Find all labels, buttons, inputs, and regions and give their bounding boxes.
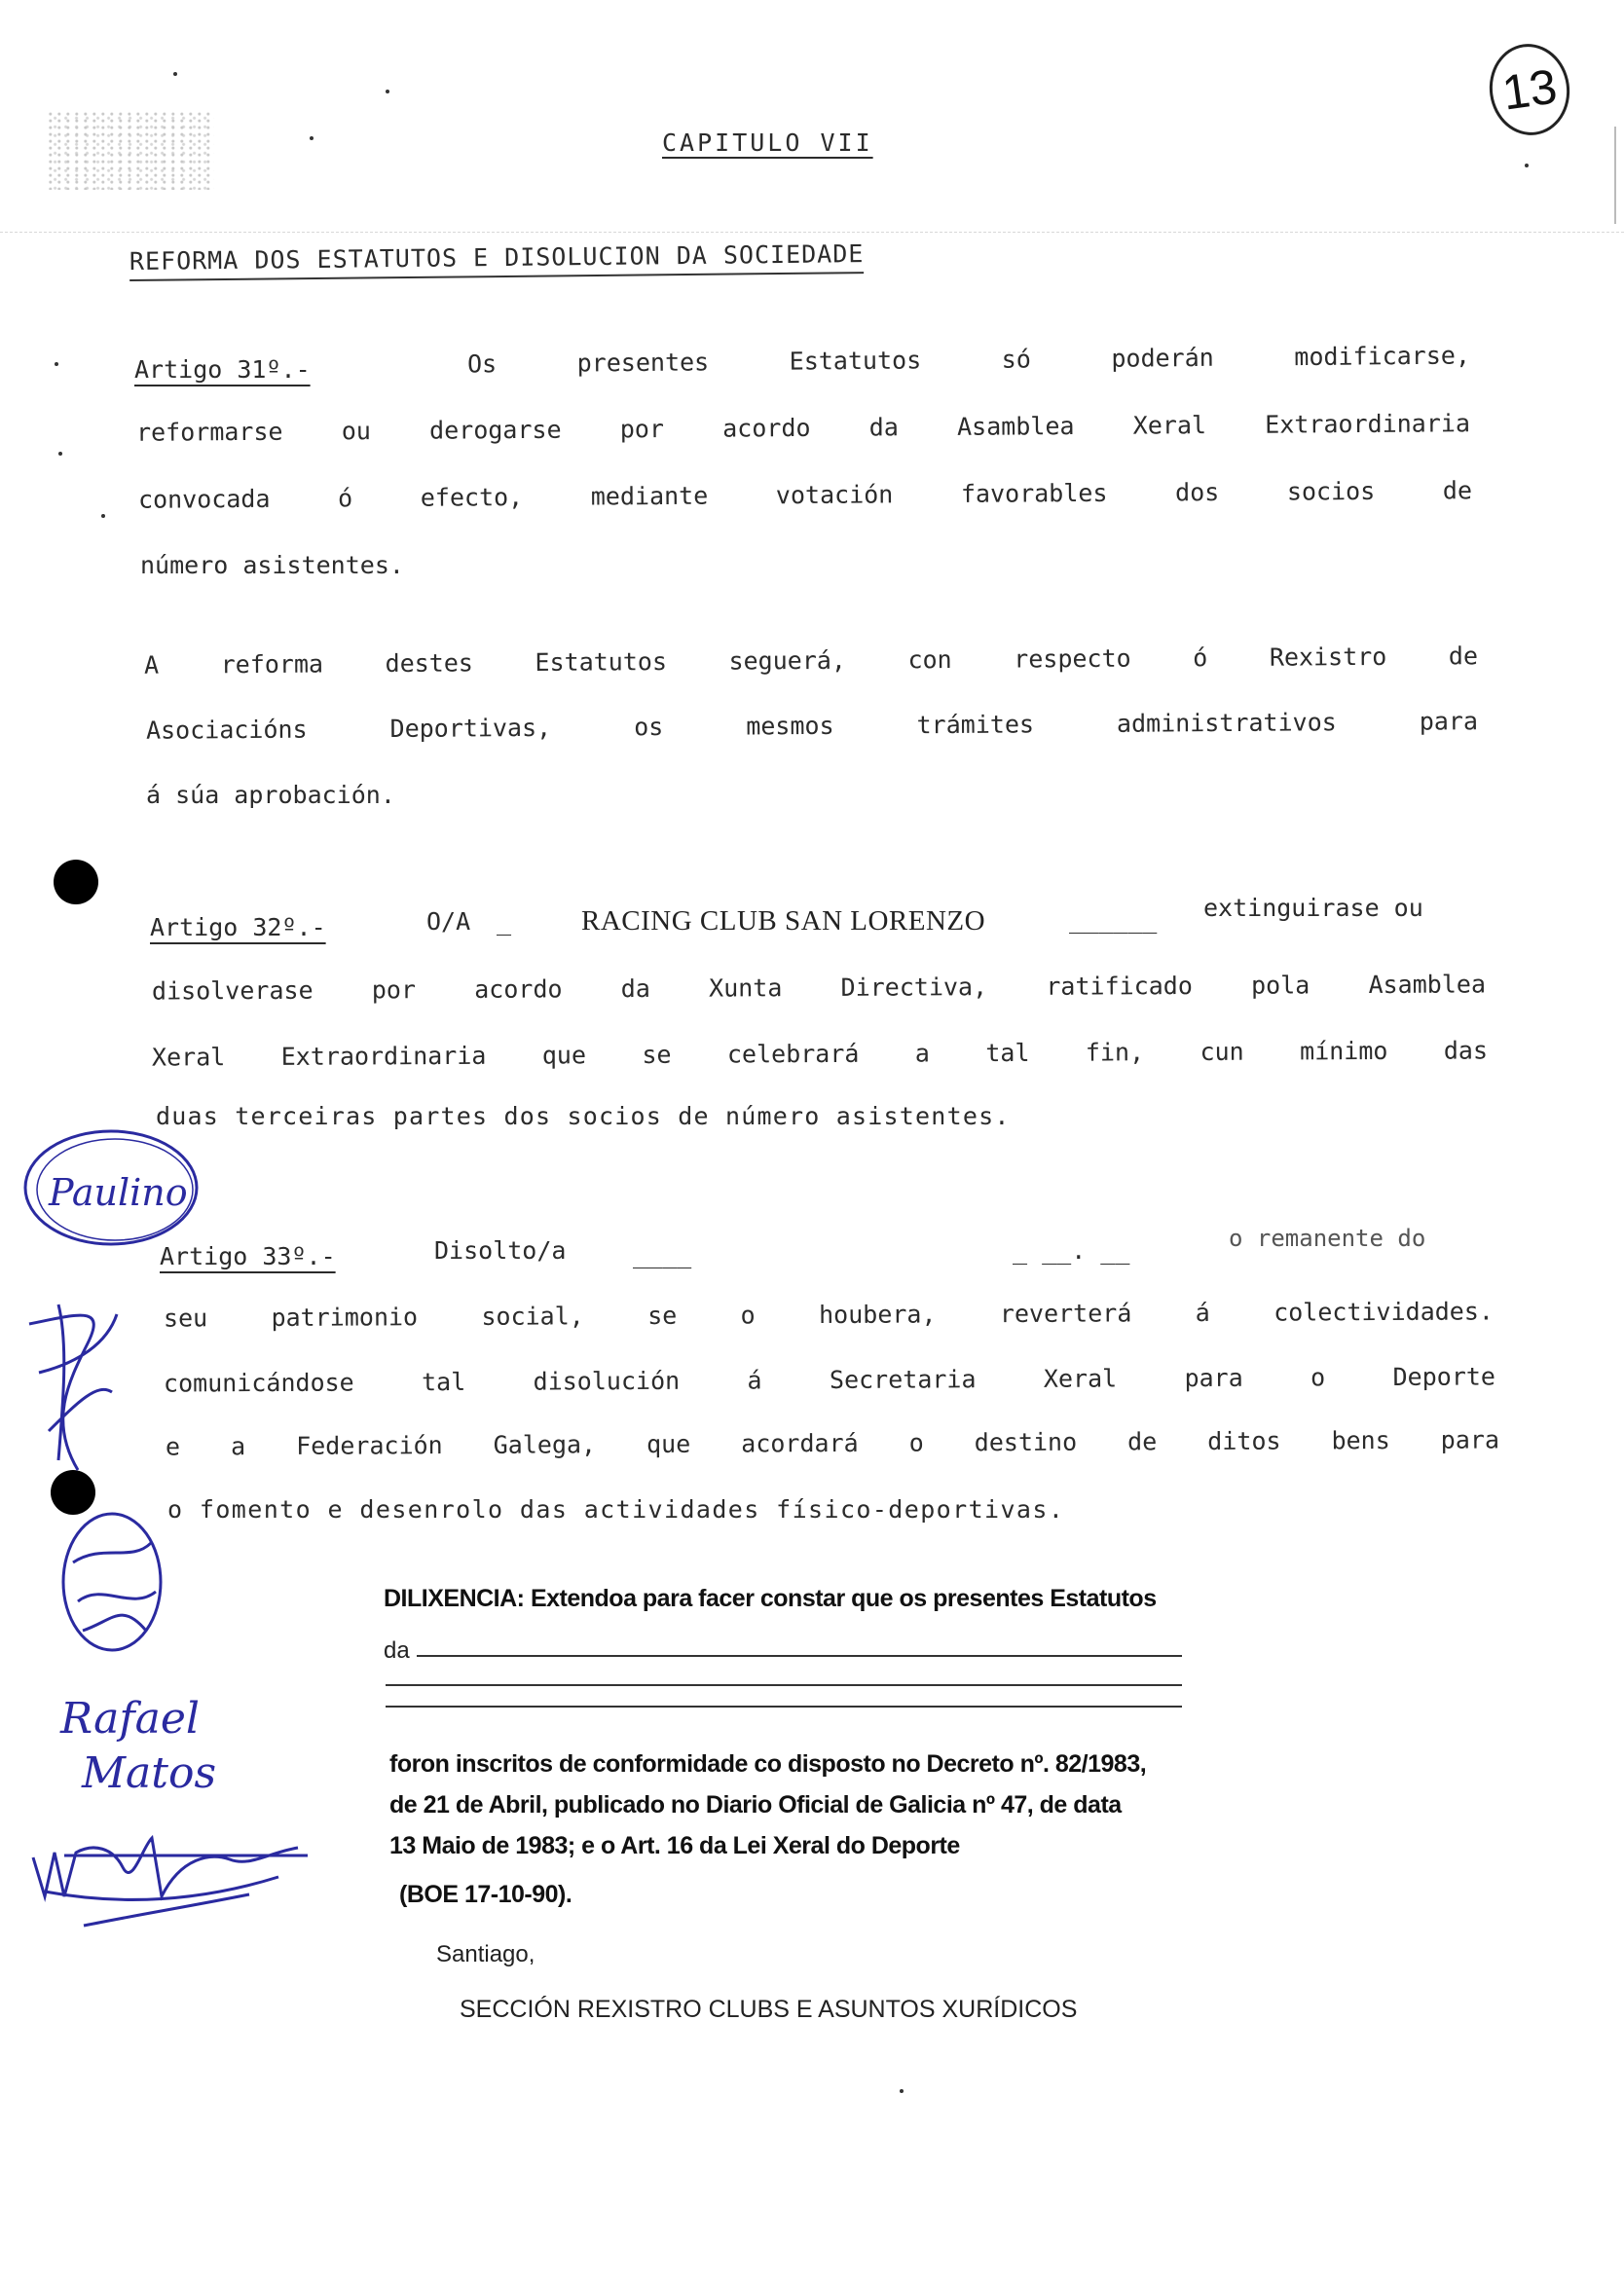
word: Rexistro	[1269, 642, 1387, 672]
scan-speck	[1525, 164, 1529, 167]
word: mínimo	[1300, 1036, 1388, 1066]
word: cun	[1200, 1037, 1244, 1066]
word: favorables	[960, 478, 1108, 508]
scan-speck	[55, 362, 58, 366]
article-32-line-2	[152, 970, 1486, 1005]
word: administrativos	[1116, 708, 1337, 738]
article-33-line-1-tail: o remanente do	[1229, 1225, 1426, 1252]
word: o	[740, 1301, 756, 1330]
section-title: REFORMA DOS ESTATUTOS E DISOLUCION DA SOCIEDADE	[129, 239, 865, 281]
word: con	[907, 644, 952, 675]
stamp-body-3: 13 Maio de 1983; e o Art. 16 da Lei Xeral do Deporte	[389, 1832, 960, 1859]
word: pola	[1251, 971, 1310, 1000]
word: patrimonio	[271, 1303, 419, 1332]
word: que	[541, 1041, 587, 1070]
word: para	[1440, 1425, 1500, 1454]
article-32-line-4: duas terceiras partes dos socios de número asistentes.	[156, 1102, 1011, 1130]
fill-blank: ______	[1069, 905, 1158, 934]
article-31-label: Artigo 31º.-	[134, 355, 311, 384]
word: os	[634, 713, 664, 742]
word: derogarse	[429, 415, 562, 445]
stamp-body-4: (BOE 17-10-90).	[399, 1881, 572, 1908]
signature-seal-2	[54, 1504, 170, 1670]
article-31-line-1	[467, 342, 1470, 379]
article-32-line-1-tail: extinguirase ou	[1203, 894, 1423, 922]
word: tal	[421, 1367, 466, 1397]
word: bens	[1331, 1426, 1390, 1455]
article-31-line-2	[136, 409, 1470, 447]
scan-speck	[900, 2089, 904, 2093]
scan-speck	[386, 90, 389, 93]
punch-hole	[54, 860, 98, 904]
word: se	[642, 1040, 672, 1069]
word: ó	[338, 484, 353, 513]
word: á	[747, 1366, 762, 1395]
word: que	[646, 1429, 691, 1458]
scan-edge-mark	[1614, 127, 1616, 224]
word: Deporte	[1392, 1362, 1496, 1391]
stamp-line-1: DILIXENCIA: Extendoa para facer constar que os presentes Estatutos	[384, 1585, 1157, 1612]
word: votación	[775, 480, 894, 510]
word: presentes	[576, 348, 710, 378]
word: convocada	[137, 484, 271, 514]
word: seu	[163, 1304, 208, 1333]
word: o	[908, 1428, 924, 1457]
word: das	[1443, 1036, 1489, 1065]
word: Xeral	[1043, 1364, 1118, 1393]
word: Asociacións	[145, 715, 308, 745]
word: Estatutos	[789, 346, 922, 376]
word: á	[1195, 1298, 1210, 1328]
article-32-line-3	[152, 1036, 1488, 1071]
club-name: RACING CLUB SAN LORENZO	[581, 905, 986, 937]
word: reformarse	[135, 417, 283, 447]
word: de	[1448, 642, 1479, 671]
word: Extraordinaria	[1265, 409, 1471, 439]
article-31-p2-line-2	[146, 707, 1478, 745]
word: Xeral	[151, 1043, 226, 1072]
word: respecto	[1014, 643, 1131, 674]
word: por	[371, 975, 417, 1005]
word: acordo	[474, 974, 563, 1004]
stamp-body-1: foron inscritos de conformidade co disposto no Decreto nº. 82/1983,	[389, 1750, 1147, 1778]
stamp-blank-line	[386, 1684, 1182, 1686]
word: disolución	[533, 1366, 681, 1396]
word: ratificado	[1046, 971, 1193, 1001]
page-number-circled: 13	[1484, 39, 1575, 140]
signature-2	[19, 1285, 136, 1480]
scan-fold-line	[0, 232, 1624, 233]
word: Extraordinaria	[280, 1041, 487, 1071]
stamp-office: SECCIÓN REXISTRO CLUBS E ASUNTOS XURÍDICOS	[460, 1996, 1078, 2023]
svg-text:Rafael: Rafael	[60, 1694, 200, 1744]
word: reverterá	[999, 1299, 1132, 1329]
word: destino	[974, 1427, 1078, 1457]
word: da	[620, 974, 650, 1004]
stamp-body-2: de 21 de Abril, publicado no Diario Oficial de Galicia nº 47, de data	[389, 1791, 1122, 1819]
word: A	[143, 650, 160, 680]
word: o	[1310, 1363, 1326, 1392]
word: Federación	[296, 1431, 443, 1460]
word: houbera,	[819, 1300, 937, 1330]
word: disolverase	[151, 975, 314, 1006]
word: Directiva,	[840, 973, 988, 1002]
fill-blank: _	[497, 907, 512, 936]
scan-speck	[101, 514, 105, 518]
scan-speck	[173, 72, 177, 76]
word: trámites	[916, 710, 1035, 740]
word: Deportivas,	[389, 713, 552, 744]
word: de	[1127, 1427, 1158, 1456]
article-31-line-4: número asistentes.	[140, 551, 404, 579]
article-33-line-4	[166, 1425, 1499, 1460]
word: Xeral	[1132, 411, 1207, 440]
word: Asamblea	[1368, 970, 1487, 1000]
word: Galega,	[493, 1430, 597, 1459]
word: celebrará	[726, 1039, 860, 1069]
word: de	[1442, 476, 1473, 505]
article-31-line-3	[138, 476, 1472, 514]
word: ou	[341, 417, 371, 446]
fill-blank: ____	[633, 1240, 692, 1268]
word: socios	[1286, 476, 1376, 506]
article-33-line-5: o fomento e desenrolo das actividades físico-deportivas.	[167, 1495, 1065, 1524]
stamp-da: da	[384, 1637, 410, 1664]
word: ditos	[1207, 1426, 1281, 1455]
word: mediante	[590, 481, 709, 511]
word: Asamblea	[956, 412, 1075, 441]
word: modificarse,	[1294, 341, 1471, 372]
word: se	[647, 1301, 678, 1330]
article-33-line-1-start: Disolto/a	[434, 1236, 567, 1265]
scan-speck	[58, 452, 62, 456]
signature-5	[25, 1799, 317, 1935]
word: tal	[985, 1038, 1030, 1068]
word: destes	[385, 648, 474, 679]
word: por	[619, 414, 665, 444]
word: Xunta	[709, 974, 783, 1003]
word: acordo	[722, 413, 811, 443]
article-33-label: Artigo 33º.-	[160, 1242, 336, 1270]
article-31-p2-line-3: á súa aprobación.	[146, 781, 395, 809]
word: ó	[1193, 643, 1208, 673]
article-33-line-3	[164, 1362, 1495, 1397]
article-31-p2-line-1	[144, 642, 1478, 680]
svg-text:Matos: Matos	[82, 1748, 217, 1798]
stamp-blank-line	[417, 1655, 1182, 1657]
word: social,	[481, 1302, 584, 1331]
svg-text:Paulino: Paulino	[49, 1171, 188, 1214]
word: fin,	[1085, 1038, 1145, 1067]
word: Estatutos	[535, 647, 668, 677]
signature-1	[21, 1120, 206, 1256]
scan-speck	[310, 136, 314, 140]
chapter-heading: CAPITULO VII	[662, 129, 873, 157]
word: mesmos	[746, 711, 834, 741]
word: Os	[466, 349, 498, 379]
word: a	[231, 1432, 246, 1461]
word: comunicándose	[163, 1368, 354, 1398]
stamp-city: Santiago,	[436, 1941, 535, 1967]
scan-noise	[49, 112, 214, 190]
word: da	[868, 413, 899, 442]
word: Secretaria	[829, 1365, 977, 1394]
word: a	[914, 1039, 930, 1068]
fill-blank: _ __. __	[1013, 1236, 1130, 1265]
word: para	[1419, 707, 1479, 736]
word: só	[1001, 345, 1031, 374]
word: e	[165, 1432, 181, 1461]
word: reforma	[220, 649, 324, 680]
word: para	[1184, 1363, 1243, 1393]
word: poderán	[1111, 343, 1214, 373]
word: dos	[1174, 478, 1220, 507]
word: efecto,	[420, 483, 524, 512]
article-33-line-2	[164, 1297, 1494, 1332]
article-32-label: Artigo 32º.-	[150, 913, 326, 941]
word: colectividades.	[1273, 1297, 1495, 1327]
entity-prefix: O/A	[426, 907, 471, 936]
stamp-blank-line	[386, 1706, 1182, 1708]
word: seguerá,	[728, 645, 847, 676]
word: acordará	[741, 1428, 859, 1458]
